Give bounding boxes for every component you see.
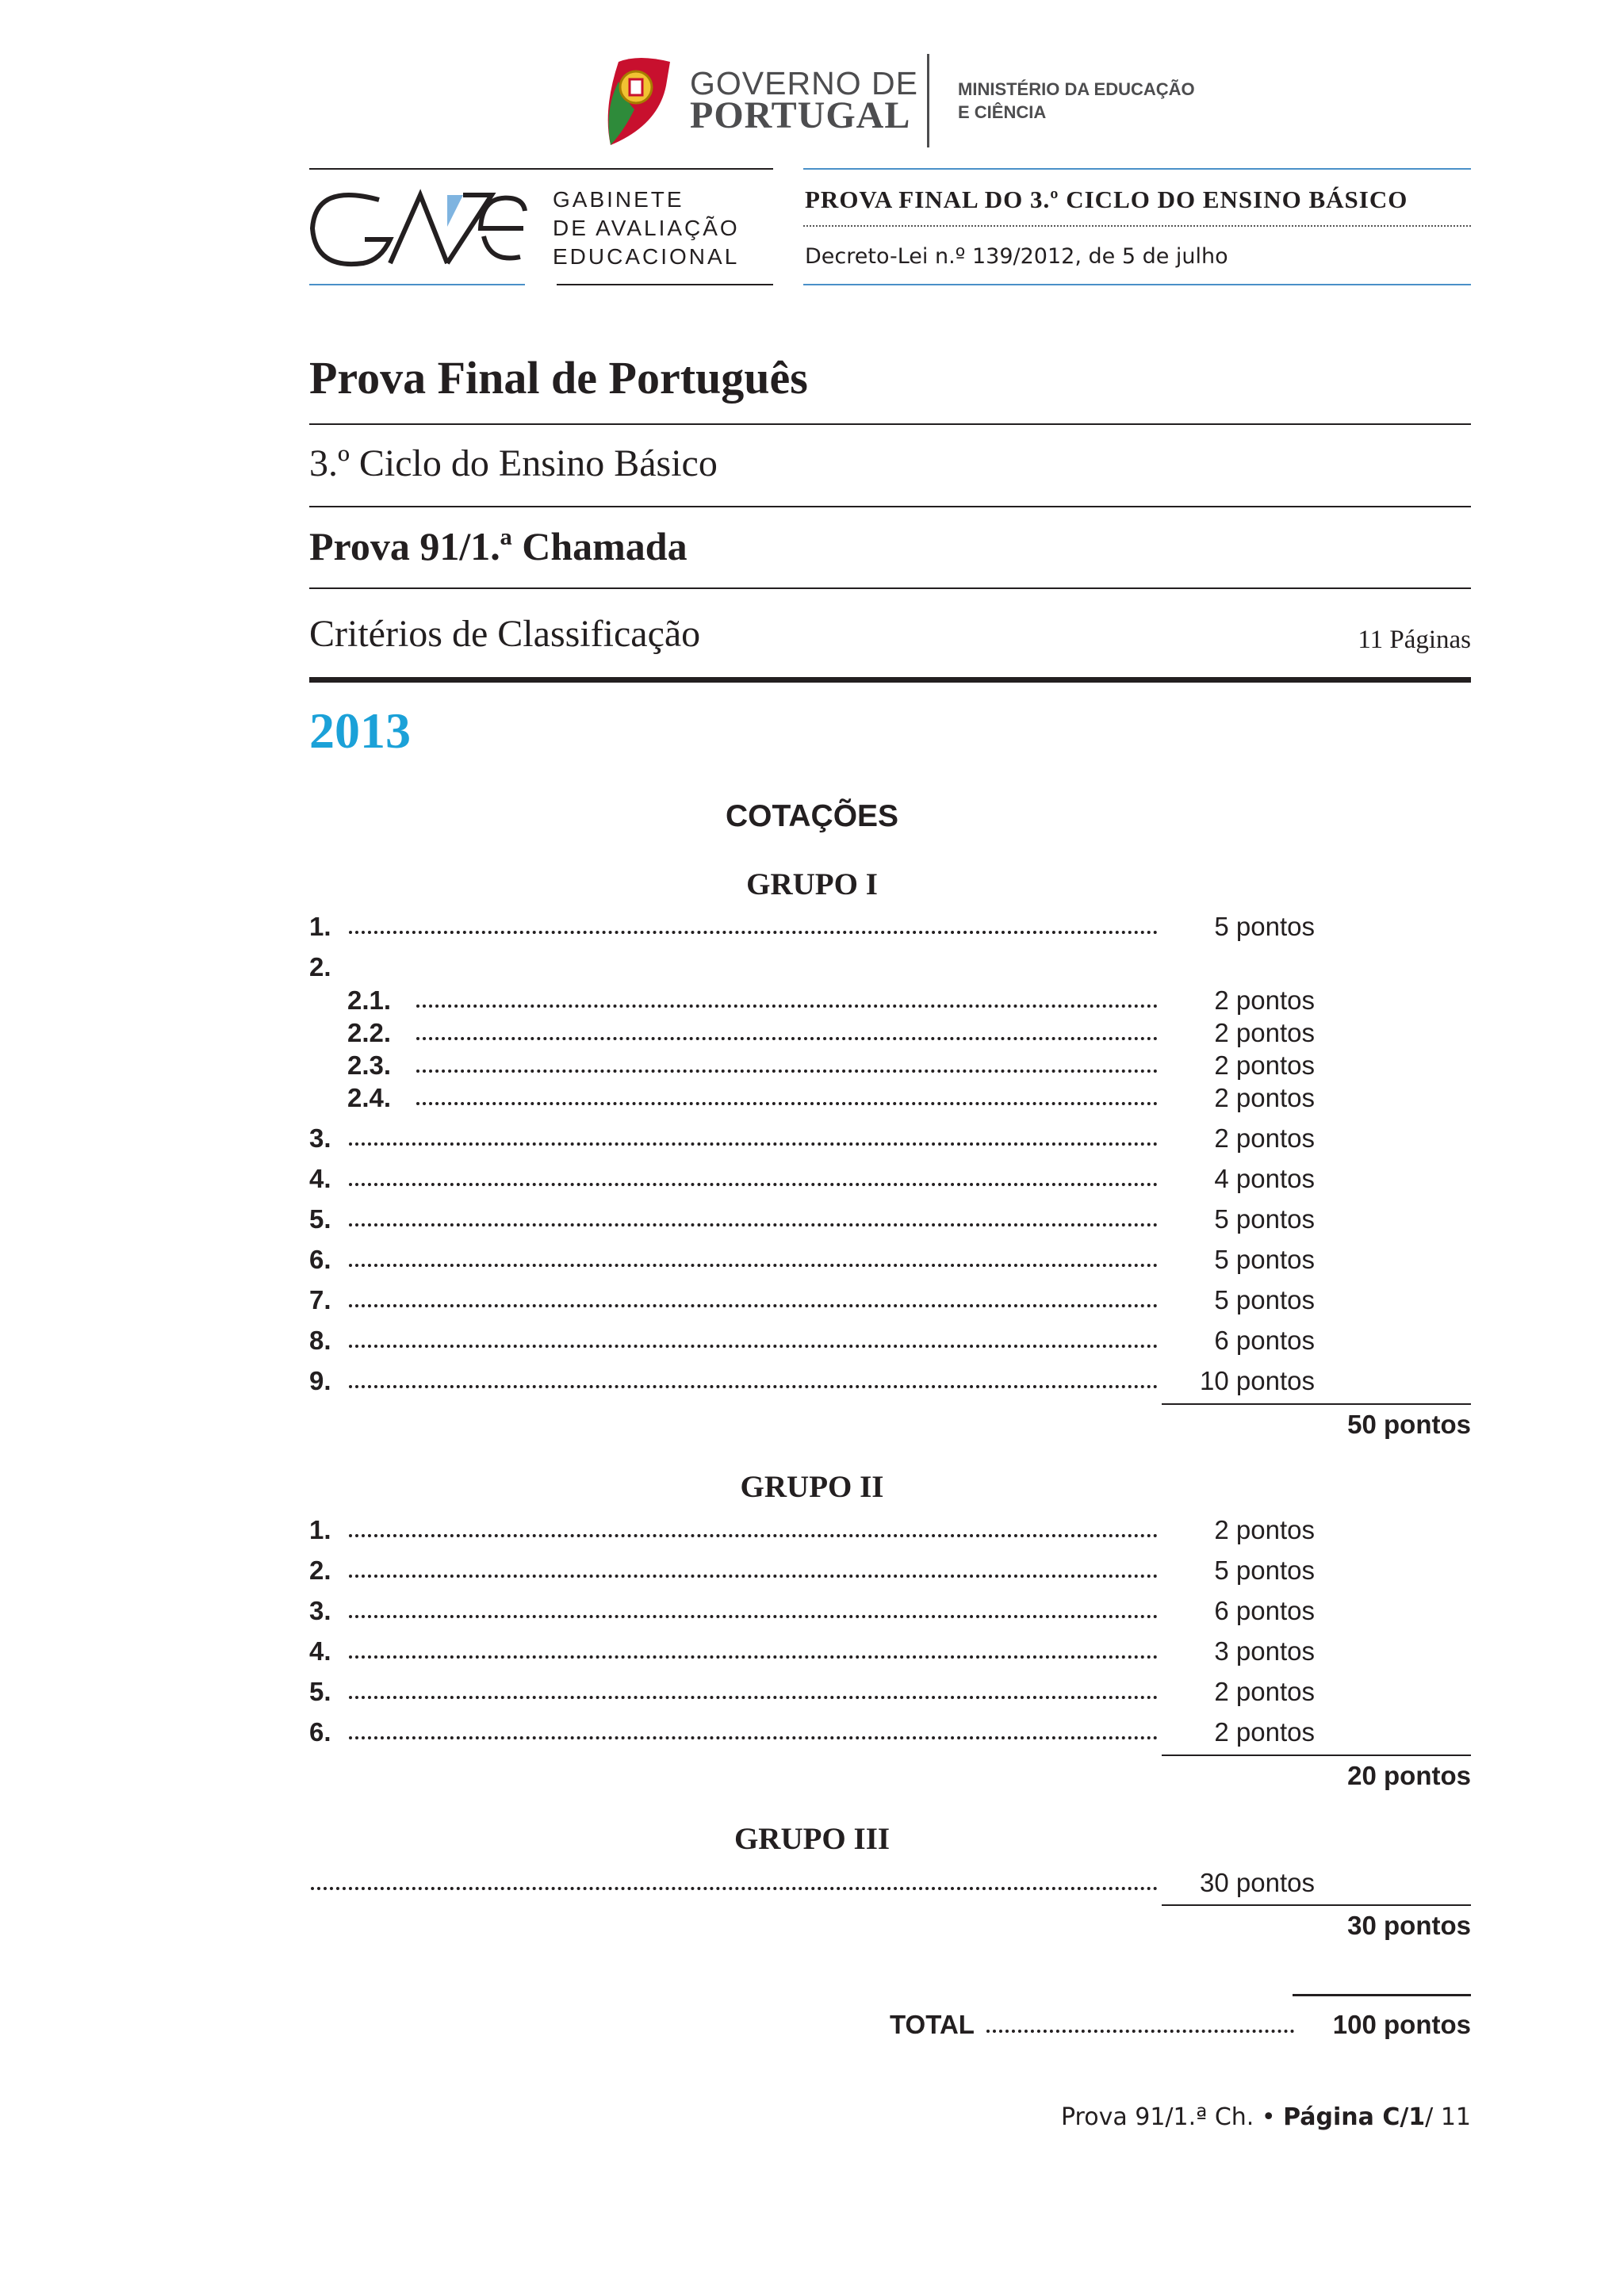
item-number: 8. (309, 1326, 331, 1355)
leader-dots (349, 1736, 1158, 1739)
total-rule (1293, 1994, 1471, 1996)
item-number: 3. (309, 1596, 331, 1625)
item-points: 5 pontos (1214, 1245, 1315, 1274)
item-number: 2.3. (347, 1050, 392, 1080)
decree-reference: Decreto-Lei n.º 139/2012, de 5 de julho (805, 244, 1228, 269)
item-number: 2.1. (347, 985, 392, 1015)
ministry-name-line2: E CIÊNCIA (958, 102, 1047, 122)
item-number: 2.4. (347, 1083, 392, 1112)
government-name-line1: GOVERNO DE (690, 65, 918, 101)
title-thick-rule (309, 677, 1471, 683)
leader-dots (349, 1304, 1158, 1307)
exam-heading-top-rule (803, 168, 1471, 170)
gave-bottom-rule-blue (309, 284, 525, 285)
gave-bottom-rule (557, 284, 773, 285)
government-emblem (603, 54, 674, 147)
leader-dots (349, 1696, 1158, 1699)
item-number: 2. (309, 952, 331, 982)
leader-dots (349, 1142, 1158, 1146)
leader-dots (349, 1264, 1158, 1267)
exam-heading-dotted-rule (803, 225, 1471, 227)
gave-name-line3: EDUCACIONAL (553, 244, 740, 269)
item-number: 4. (309, 1164, 331, 1193)
item-points: 2 pontos (1214, 1677, 1315, 1706)
item-number: 5. (309, 1204, 331, 1234)
item-points: 5 pontos (1214, 1285, 1315, 1314)
title-rule-1 (309, 423, 1471, 425)
criteria-title: Critérios de Classificação (309, 613, 701, 655)
item-points: 5 pontos (1214, 1204, 1315, 1234)
item-number: 7. (309, 1285, 331, 1314)
exam-number: Prova 91/1.ª Chamada (309, 524, 688, 568)
leader-dots (349, 1345, 1158, 1348)
ministry-name-line1: MINISTÉRIO DA EDUCAÇÃO (958, 79, 1195, 99)
exam-heading-bottom-rule (803, 284, 1471, 285)
leader-dots (349, 1575, 1158, 1578)
gave-logo (308, 187, 530, 270)
item-points: 5 pontos (1214, 1556, 1315, 1585)
grupo-1-title: GRUPO I (746, 867, 878, 901)
item-number: 2.2. (347, 1018, 392, 1047)
government-name-line2: PORTUGAL (690, 94, 911, 136)
leader-dots (416, 1037, 1158, 1040)
leader-dots (416, 1004, 1158, 1008)
title-rule-2 (309, 506, 1471, 507)
item-points: 2 pontos (1214, 1123, 1315, 1153)
exam-cycle: 3.º Ciclo do Ensino Básico (309, 442, 718, 484)
total-leader-dots (986, 2030, 1294, 2033)
leader-dots (416, 1102, 1158, 1105)
footer-page-label: Página C/1 (1283, 2103, 1426, 2131)
item-number: 9. (309, 1366, 331, 1395)
gave-name-line1: GABINETE (553, 187, 684, 212)
grupo-3-points: 30 pontos (1200, 1868, 1315, 1897)
leader-dots (349, 1615, 1158, 1618)
leader-dots (349, 931, 1158, 934)
item-points: 6 pontos (1214, 1596, 1315, 1625)
exam-year: 2013 (309, 702, 411, 759)
grupo-1-subtotal-rule (1162, 1403, 1471, 1405)
item-number: 4. (309, 1636, 331, 1666)
gave-name-line2: DE AVALIAÇÃO (553, 216, 740, 240)
leader-dots (349, 1534, 1158, 1537)
leader-dots (349, 1223, 1158, 1226)
grupo-3-title: GRUPO III (733, 1822, 891, 1856)
item-points: 2 pontos (1214, 1717, 1315, 1747)
leader-dots (349, 1183, 1158, 1186)
leader-dots (349, 1655, 1158, 1659)
page-count: 11 Páginas (1358, 626, 1471, 654)
exam-heading: PROVA FINAL DO 3.º CICLO DO ENSINO BÁSICO (805, 186, 1408, 213)
footer-exam-ref: Prova 91/1.ª Ch. • (1060, 2103, 1284, 2131)
grupo-3-leader-dots (311, 1887, 1158, 1890)
leader-dots (416, 1070, 1158, 1073)
item-number: 2. (309, 1556, 331, 1585)
item-points: 2 pontos (1214, 1083, 1315, 1112)
grupo-2-title: GRUPO II (740, 1470, 884, 1504)
exam-title: Prova Final de Português (309, 352, 808, 404)
grupo-3-subtotal: 30 pontos (1347, 1911, 1471, 1940)
item-points: 2 pontos (1214, 1050, 1315, 1080)
grupo-1-subtotal: 50 pontos (1347, 1410, 1471, 1439)
grupo-2-subtotal-rule (1162, 1755, 1471, 1756)
grupo-3-subtotal-rule (1162, 1904, 1471, 1906)
item-number: 5. (309, 1677, 331, 1706)
total-points: 100 pontos (1332, 2010, 1471, 2039)
total-label: TOTAL (890, 2010, 975, 2039)
item-number: 6. (309, 1245, 331, 1274)
item-points: 4 pontos (1214, 1164, 1315, 1193)
cotacoes-heading: COTAÇÕES (725, 799, 899, 833)
item-number: 6. (309, 1717, 331, 1747)
leader-dots (349, 1385, 1158, 1388)
item-points: 2 pontos (1214, 1515, 1315, 1544)
item-points: 6 pontos (1214, 1326, 1315, 1355)
item-number: 1. (309, 1515, 331, 1544)
gave-top-rule (309, 168, 773, 170)
item-points: 2 pontos (1214, 1018, 1315, 1047)
title-rule-3 (309, 587, 1471, 589)
item-number: 1. (309, 912, 331, 941)
item-points: 10 pontos (1200, 1366, 1315, 1395)
grupo-2-subtotal: 20 pontos (1347, 1761, 1471, 1790)
page-footer (1061, 2103, 1471, 2131)
item-points: 5 pontos (1214, 912, 1315, 941)
header-vertical-divider (927, 54, 929, 147)
item-points: 3 pontos (1214, 1636, 1315, 1666)
item-points: 2 pontos (1214, 985, 1315, 1015)
footer-page-total: / 11 (1425, 2103, 1471, 2131)
item-number: 3. (309, 1123, 331, 1153)
